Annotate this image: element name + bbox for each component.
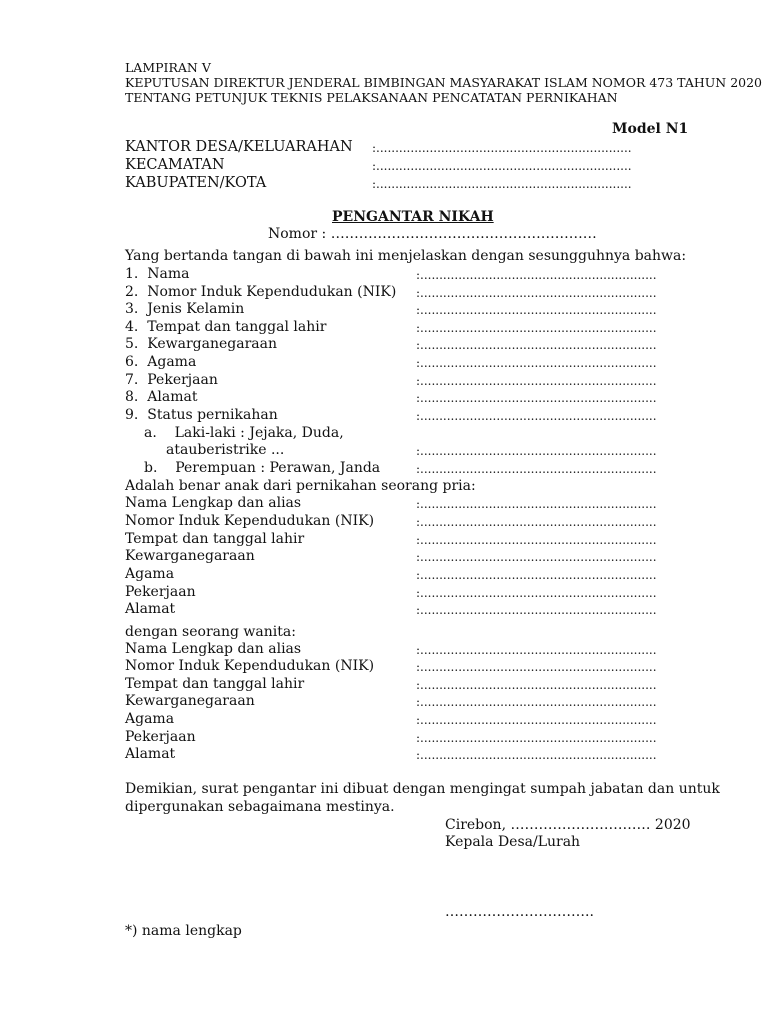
father-field-label: Alamat — [125, 601, 176, 617]
field-dots: :.............................................................. — [416, 338, 657, 352]
field-dots: :.............................................................. — [416, 444, 657, 458]
field-dots: :.............................................................. — [416, 303, 657, 317]
field-dots: :.............................................................. — [416, 550, 657, 564]
field-label: 4. Tempat dan tanggal lahir — [125, 319, 327, 335]
father-field-label: Kewarganegaraan — [125, 548, 255, 564]
mother-field-label: Kewarganegaraan — [125, 693, 255, 709]
field-dots: :.............................................................. — [416, 586, 657, 600]
field-dots: :.............................................................. — [416, 268, 657, 282]
field-dots: :.............................................................. — [416, 568, 657, 582]
field-dots: :.............................................................. — [416, 713, 657, 727]
father-field-label: Pekerjaan — [125, 584, 196, 600]
field-label: 5. Kewarganegaraan — [125, 336, 277, 352]
field-label: 2. Nomor Induk Kependudukan (NIK) — [125, 284, 397, 300]
mother-field-label: Agama — [125, 711, 175, 727]
father-field-label: Nomor Induk Kependudukan (NIK) — [125, 513, 375, 529]
nomor-line: Nomor : ………………………………………………… — [268, 226, 597, 242]
mother-field-label: Nomor Induk Kependudukan (NIK) — [125, 658, 375, 674]
office-kecamatan-label: KECAMATAN — [125, 157, 225, 173]
father-field-label: Tempat dan tanggal lahir — [125, 531, 305, 547]
status-b: b. Perempuan : Perawan, Janda — [144, 460, 381, 476]
model-label: Model N1 — [612, 121, 689, 137]
mother-field-label: Pekerjaan — [125, 729, 196, 745]
field-label: 7. Pekerjaan — [125, 372, 218, 388]
field-label: 6. Agama — [125, 354, 197, 370]
status-a-line-2: atauberistrike ... — [166, 442, 285, 458]
mother-field-label: Nama Lengkap dan alias — [125, 641, 302, 657]
field-dots: :.............................................................. — [416, 374, 657, 388]
office-desa-dots: :................................................................... — [372, 141, 632, 155]
office-kabupaten-dots: :................................................................... — [372, 177, 632, 191]
father-intro: Adalah benar anak dari pernikahan seorang pria: — [125, 478, 476, 494]
field-label: 1. Nama — [125, 266, 190, 282]
field-dots: :.............................................................. — [416, 391, 657, 405]
field-dots: :.............................................................. — [416, 409, 657, 423]
mother-intro: dengan seorang wanita: — [125, 624, 296, 640]
field-dots: :.............................................................. — [416, 660, 657, 674]
father-field-label: Agama — [125, 566, 175, 582]
signature-position: Kepala Desa/Lurah — [445, 834, 581, 850]
field-dots: :.............................................................. — [416, 603, 657, 617]
status-a-line-1: a. Laki-laki : Jejaka, Duda, — [144, 425, 344, 441]
signature-name-line: ………………………….. — [445, 904, 594, 920]
closing-line-2: dipergunakan sebagaimana mestinya. — [125, 799, 395, 815]
field-dots: :.............................................................. — [416, 533, 657, 547]
father-field-label: Nama Lengkap dan alias — [125, 495, 302, 511]
field-dots: :.............................................................. — [416, 748, 657, 762]
field-dots: :.............................................................. — [416, 321, 657, 335]
mother-field-label: Tempat dan tanggal lahir — [125, 676, 305, 692]
field-label: 8. Alamat — [125, 389, 198, 405]
field-dots: :.............................................................. — [416, 286, 657, 300]
mother-field-label: Alamat — [125, 746, 176, 762]
field-dots: :.............................................................. — [416, 695, 657, 709]
field-dots: :.............................................................. — [416, 515, 657, 529]
field-dots: :.............................................................. — [416, 497, 657, 511]
field-dots: :.............................................................. — [416, 462, 657, 476]
header-line-1: LAMPIRAN V — [125, 60, 211, 75]
field-dots: :.............................................................. — [416, 643, 657, 657]
page-title: PENGANTAR NIKAH — [332, 209, 494, 225]
field-label: 9. Status pernikahan — [125, 407, 278, 423]
header-line-2: KEPUTUSAN DIREKTUR JENDERAL BIMBINGAN MASYARAKAT ISLAM NOMOR 473 TAHUN 2020 — [125, 75, 763, 90]
field-label: 3. Jenis Kelamin — [125, 301, 245, 317]
closing-line-1: Demikian, surat pengantar ini dibuat dengan mengingat sumpah jabatan dan untuk — [125, 781, 720, 797]
field-dots: :.............................................................. — [416, 678, 657, 692]
office-kecamatan-dots: :................................................................... — [372, 159, 632, 173]
field-dots: :.............................................................. — [416, 731, 657, 745]
office-kabupaten-label: KABUPATEN/KOTA — [125, 175, 267, 191]
intro-text: Yang bertanda tangan di bawah ini menjelaskan dengan sesungguhnya bahwa: — [125, 248, 687, 264]
signature-place-date: Cirebon, ………………………… 2020 — [445, 817, 691, 833]
field-dots: :.............................................................. — [416, 356, 657, 370]
footnote: *) nama lengkap — [125, 923, 242, 939]
header-line-3: TENTANG PETUNJUK TEKNIS PELAKSANAAN PENCATATAN PERNIKAHAN — [125, 90, 618, 105]
office-desa-label: KANTOR DESA/KELUARAHAN — [125, 139, 353, 155]
